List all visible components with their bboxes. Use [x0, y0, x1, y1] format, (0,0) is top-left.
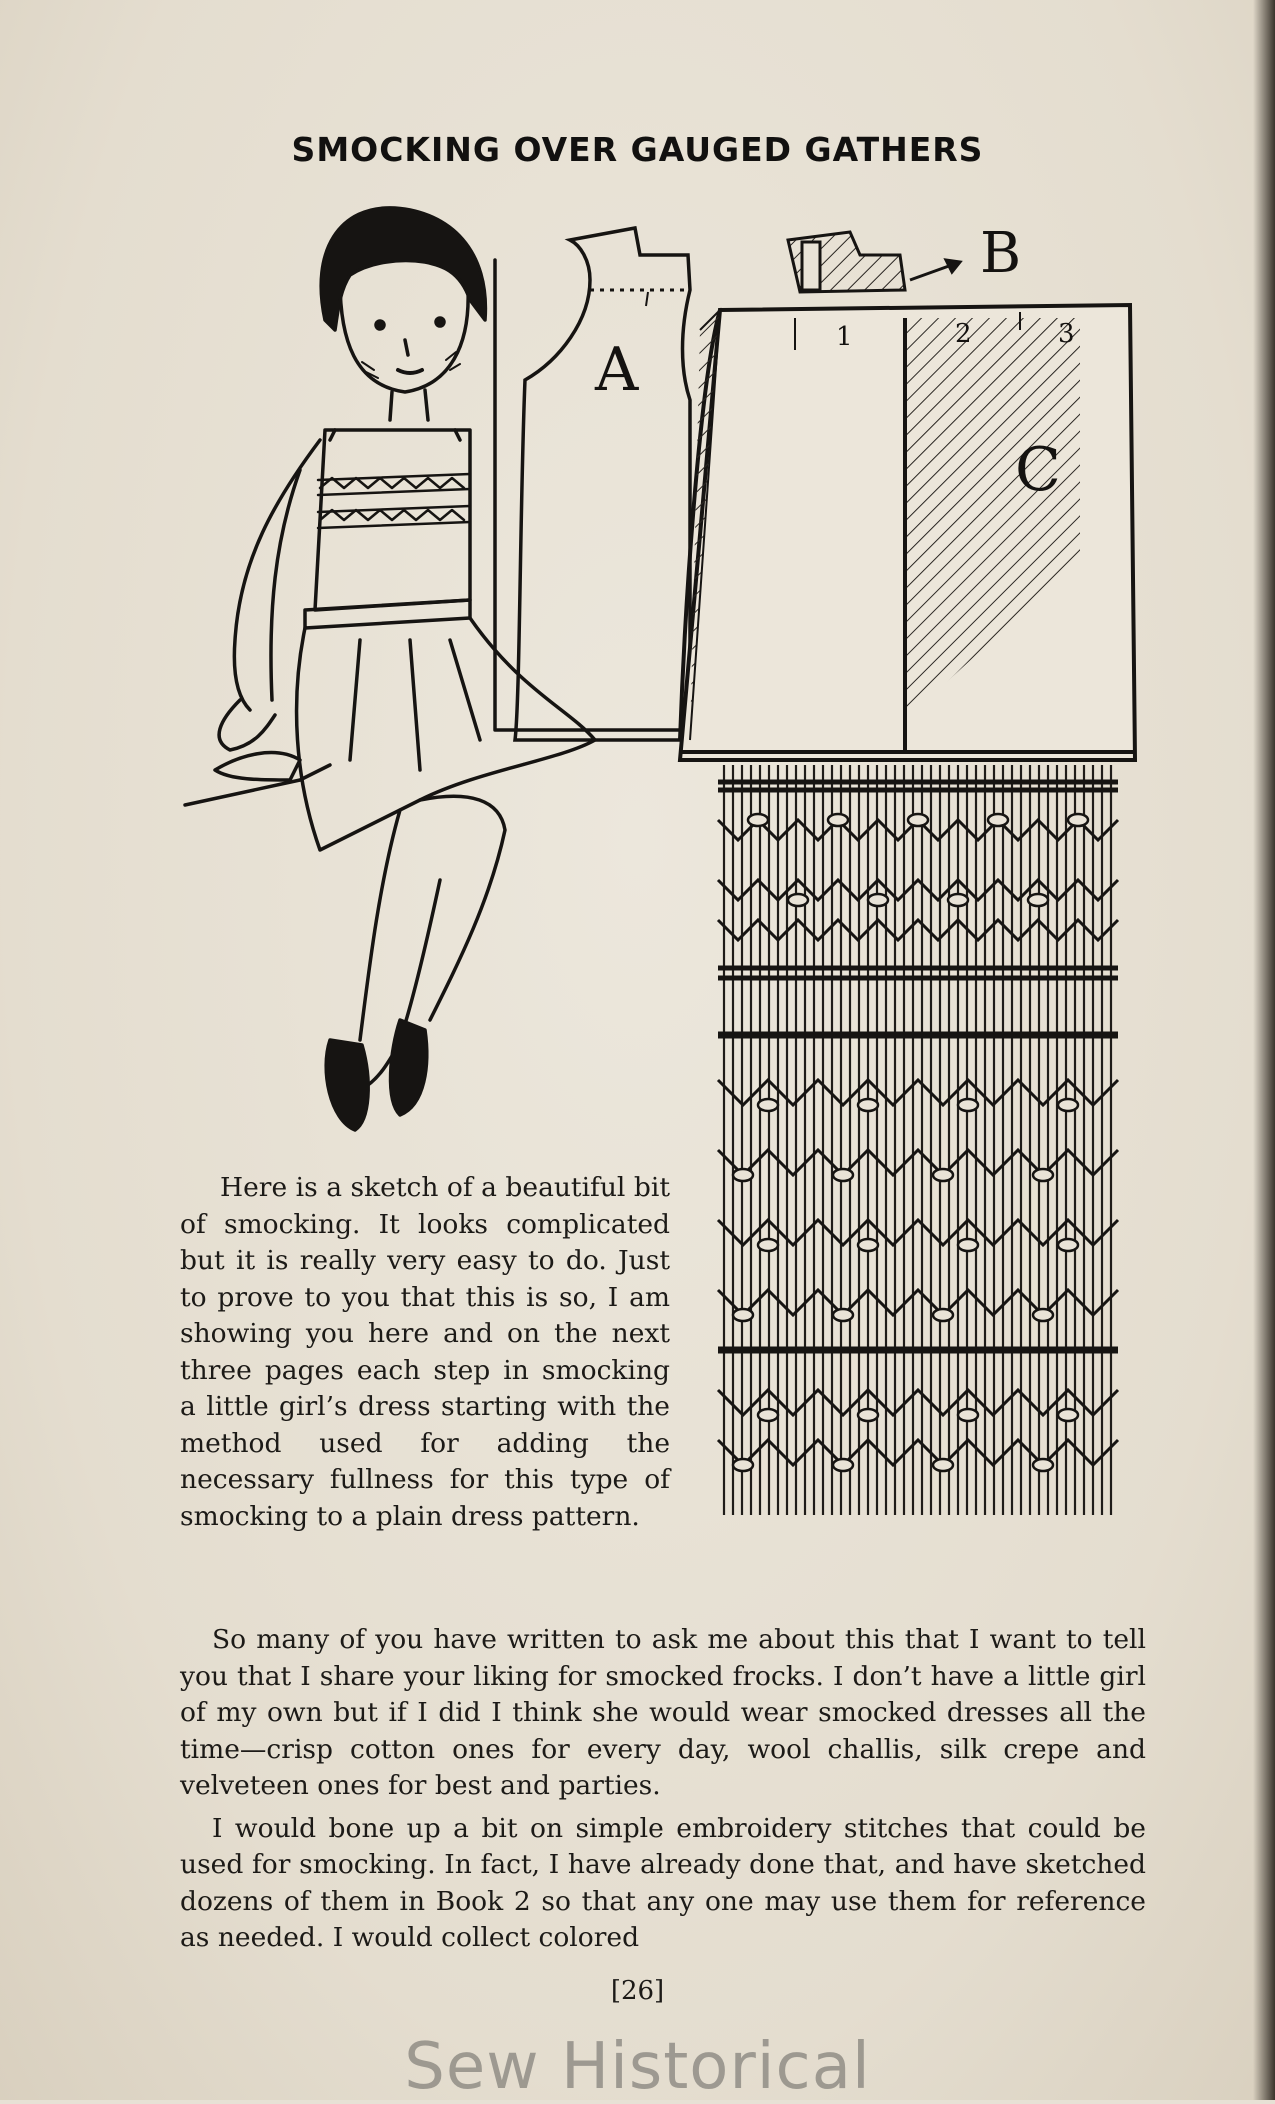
label-c: C [1015, 435, 1061, 505]
label-b: B [980, 221, 1022, 286]
watermark: Sew Historical [404, 2030, 871, 2104]
pleat-number-2: 2 [955, 319, 972, 349]
intro-paragraph: Here is a sketch of a beautiful bit of smocking. It looks complicated but it is really very easy to do. Just to prove to you that this is so, I am showing you here and on the next three pages each step in smocking a little girl’s dress starting with the method used for adding the necessary fullness for this type of smocking to a plain dress pattern. [180, 1172, 670, 1532]
body-paragraph-1: So many of you have written to ask me about this that I want to tell you that I share your liking for smocked frocks. I don’t have a little girl of my own but if I did I think she would wear smocked dresses all the time—crisp cotton ones for every day, wool challis, silk crepe and velveteen ones for best and parties. [180, 1624, 1146, 1801]
smocking-sample [718, 765, 1118, 1515]
pleat-number-3: 3 [1058, 319, 1075, 349]
pattern-piece-a [515, 228, 690, 740]
pattern-piece-b [788, 232, 960, 292]
page-title: SMOCKING OVER GAUGED GATHERS [291, 130, 984, 169]
body-paragraph-2: I would bone up a bit on simple embroidery stitches that could be used for smocking. In fact, I have already done that, and have sketched dozens of them in Book 2 so that any one may use them for reference as needed. I would collect colored [180, 1812, 1146, 1953]
page-number: [26] [610, 1976, 665, 2006]
pattern-piece-c [680, 305, 1135, 760]
intro-text-column [180, 1170, 670, 1535]
body-text [180, 1622, 1146, 1963]
pleat-number-1: 1 [836, 322, 853, 352]
label-a: A [595, 335, 639, 405]
